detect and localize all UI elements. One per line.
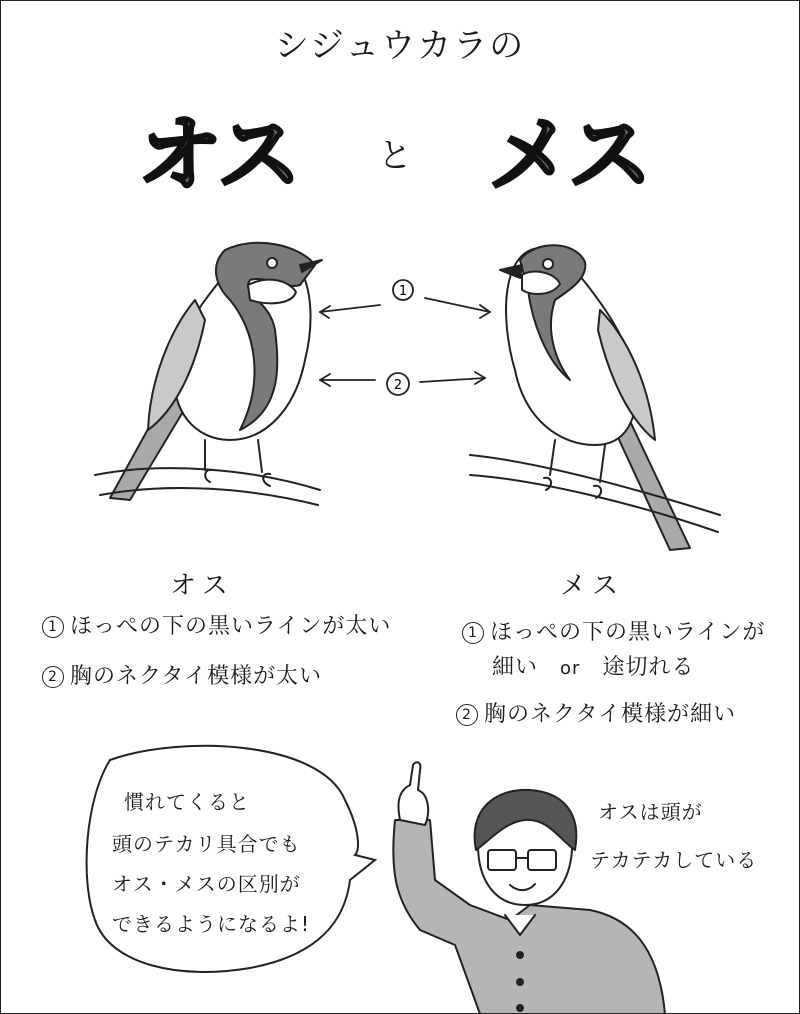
female-point-1-or: or — [560, 658, 581, 679]
female-point-2 — [456, 702, 736, 728]
female-bird — [470, 245, 720, 550]
male-heading: オス — [170, 571, 234, 601]
arrow2-right — [420, 378, 485, 382]
female-point-1-thin: 細い — [492, 655, 539, 680]
male-bird — [95, 243, 322, 505]
female-point-1 — [462, 620, 765, 646]
male-point-2 — [42, 664, 322, 690]
female-point-2-number: 2 — [456, 704, 478, 726]
female-eye — [543, 259, 553, 269]
speech-line-2: 頭のテカリ具合でも — [112, 832, 301, 856]
female-leg-right — [594, 445, 605, 498]
female-point-1-broken: 途切れる — [602, 655, 695, 680]
male-point-2-number: 2 — [42, 666, 64, 688]
speech-bubble — [87, 746, 375, 972]
female-point-1-cont — [492, 655, 694, 681]
male-point-1-number: 1 — [42, 616, 64, 638]
female-heading: メス — [560, 571, 625, 601]
arrow1-number: 1 — [398, 284, 408, 299]
male-leg-right — [258, 440, 270, 486]
female-point-1-number: 1 — [462, 622, 484, 644]
arrow2-number: 2 — [393, 378, 403, 393]
speech-line-1: 慣れてくると — [124, 790, 250, 814]
male-eye — [267, 258, 277, 268]
note-line-1: オスは頭が — [598, 800, 703, 824]
subtitle: シジュウカラの — [274, 26, 526, 66]
note-line-2: テカテカしている — [590, 848, 758, 872]
speech-line-3: オス・メスの区別が — [112, 872, 301, 896]
title-female: メス — [488, 106, 649, 204]
title-male: オス — [138, 106, 298, 204]
male-leg-left — [205, 440, 212, 482]
female-point-1-text: ほっぺの下の黒いラインが — [490, 620, 766, 645]
speech-line-4: できるようになるよ! — [112, 912, 311, 936]
female-point-2-text: 胸のネクタイ模様が細い — [484, 702, 737, 727]
male-point-1 — [42, 614, 391, 640]
person-hand — [398, 762, 428, 825]
male-point-1-text: ほっぺの下の黒いラインが太い — [70, 614, 392, 639]
male-point-2-text: 胸のネクタイ模様が太い — [70, 664, 323, 689]
title-and: と — [378, 136, 412, 176]
female-leg-left — [544, 440, 555, 490]
